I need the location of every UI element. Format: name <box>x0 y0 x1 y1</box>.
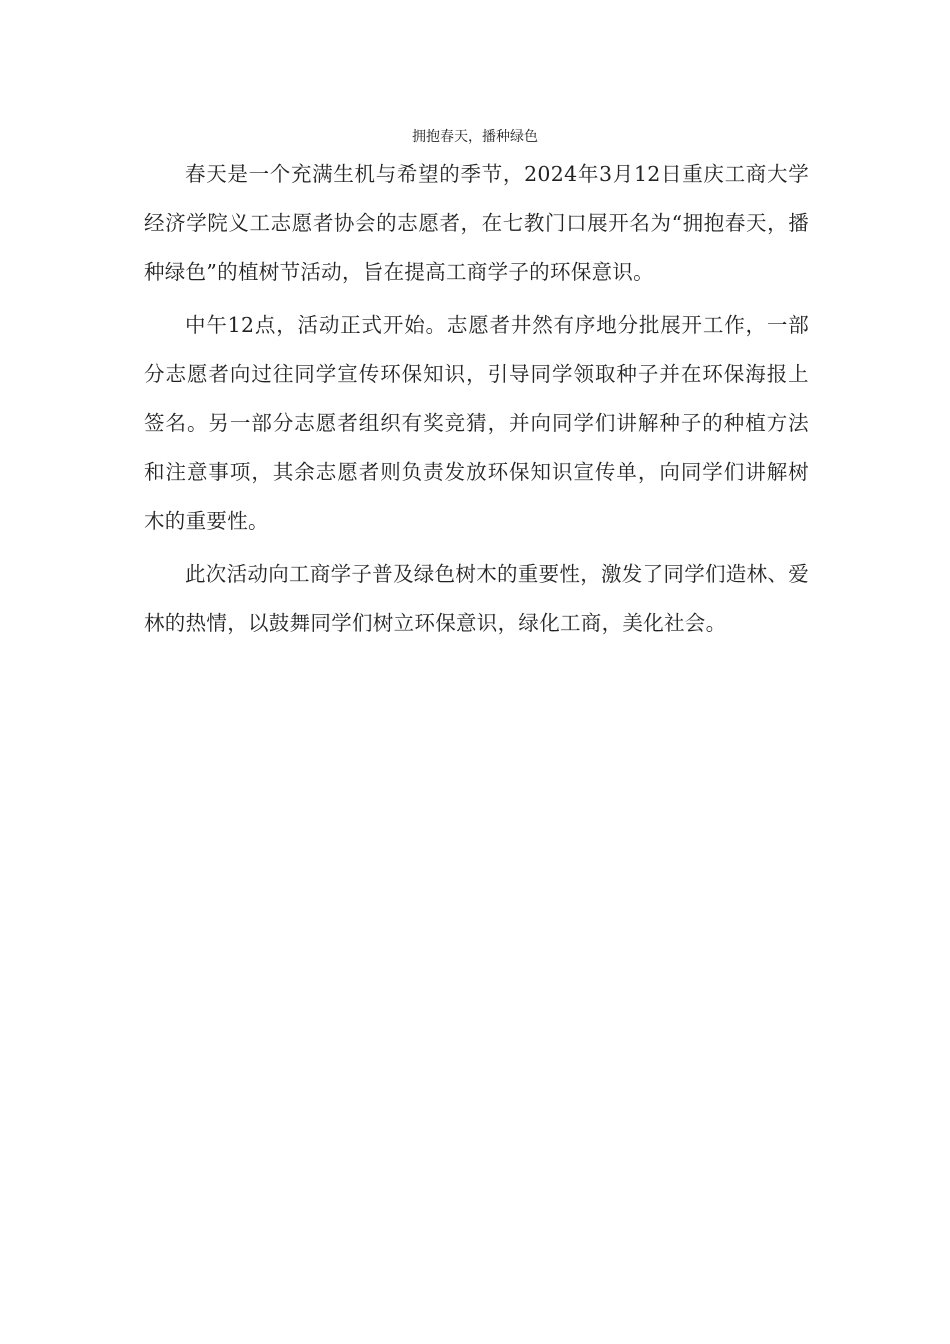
document-title: 拥抱春天，播种绿色 <box>412 129 538 145</box>
document-body <box>144 150 809 652</box>
paragraph-intro: 春天是一个充满生机与希望的季节，2024年3月12日重庆工商大学经济学院义工志愿者协会的志愿者，在七教门口展开名为“拥抱春天，播种绿色”的植树节活动，旨在提高工商学子的环保意识。 <box>144 162 809 284</box>
paragraph-activity: 中午12点，活动正式开始。志愿者井然有序地分批展开工作，一部分志愿者向过往同学宣传环保知识，引导同学领取种子并在环保海报上签名。另一部分志愿者组织有奖竞猜，并向同学们讲解种子的种植方法和注意事项，其余志愿者则负责发放环保知识宣传单，向同学们讲解树木的重要性。 <box>144 313 809 533</box>
paragraph-conclusion: 此次活动向工商学子普及绿色树木的重要性，激发了同学们造林、爱林的热情，以鼓舞同学们树立环保意识，绿化工商，美化社会。 <box>144 562 809 635</box>
